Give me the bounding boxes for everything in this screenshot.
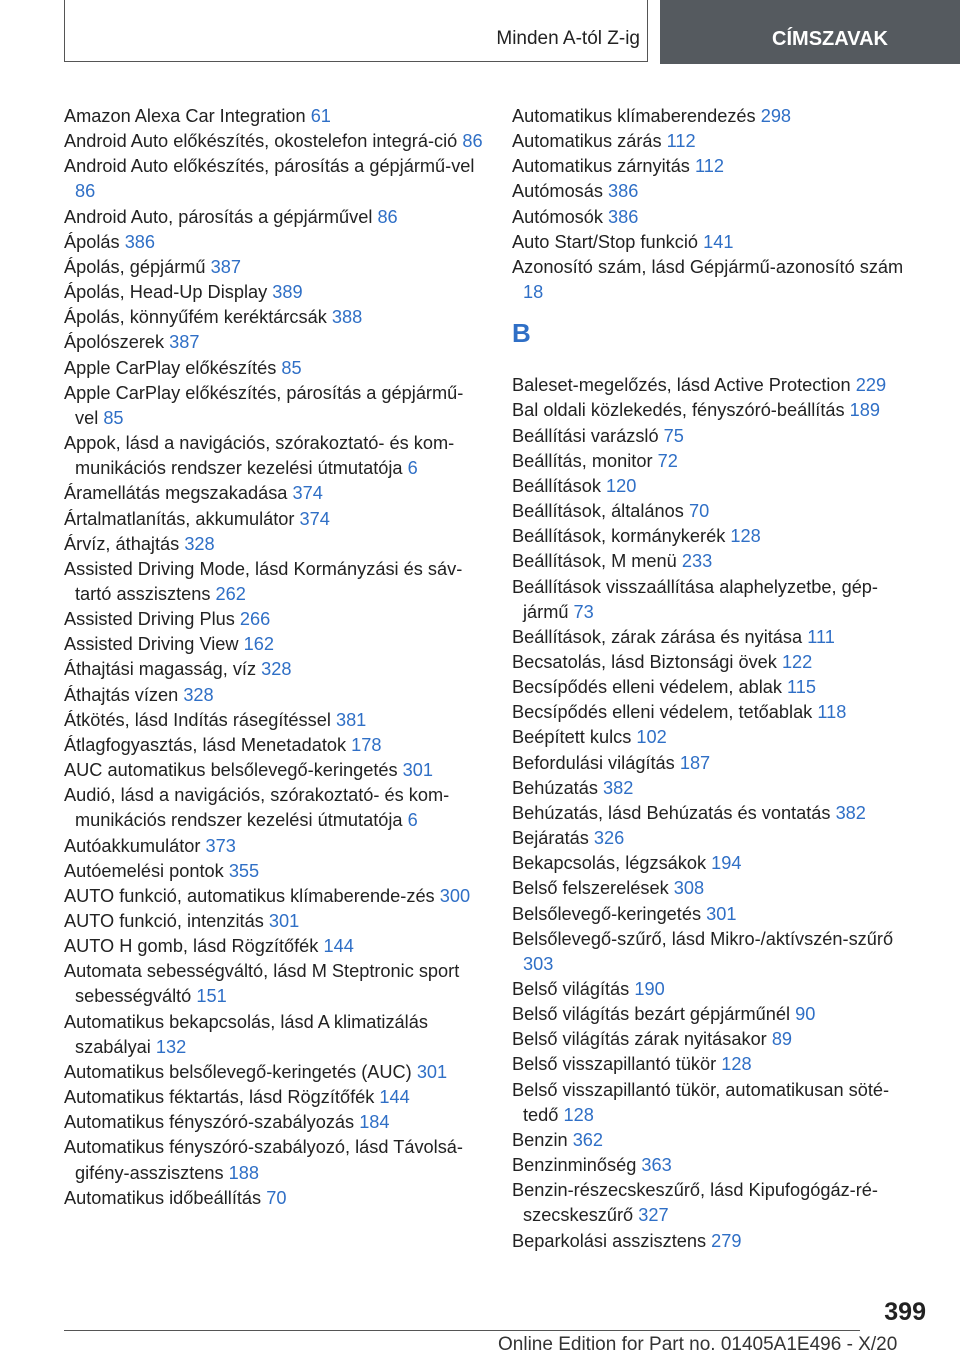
index-entry-page-link[interactable]: 178 [351,734,382,755]
index-entry [512,449,922,474]
index-entry-text: Benzin [512,1129,568,1150]
index-entry [64,129,484,154]
index-entry-text: Belső visszapillantó tükör, automatikusan söté-tedő [512,1079,890,1125]
index-entry-text: Átlagfogyasztás, lásd Menetadatok [64,734,347,755]
index-entry-page-link[interactable]: 301 [416,1061,448,1082]
index-entry-page-link[interactable]: 144 [323,936,354,957]
index-entry [512,373,922,398]
index-entry [64,381,484,431]
index-entry-text: Automatikus fényszóró-szabályozás [64,1112,355,1133]
index-entry-text: Beépített kulcs [512,727,632,748]
index-entry [512,1052,922,1077]
index-entry-page-link[interactable]: 328 [183,684,214,705]
index-entry-text: Beállítások, zárak zárása és nyitása [512,626,803,647]
index-entry-page-link[interactable]: 86 [75,181,96,202]
index-entry [512,650,922,675]
index-entry [64,683,484,708]
index-entry [64,959,484,1009]
index-entry-page-link[interactable]: 184 [359,1112,390,1133]
index-entry-text: Automatikus zárás [512,131,662,152]
index-entry-text: Belső felszerelések [512,878,669,899]
index-entry-text: Automatikus bekapcsolás, lásd A klimatizálás szabályai [64,1011,428,1057]
index-entry [64,230,484,255]
page-number: 399 [884,1298,926,1326]
index-entry-page-link[interactable]: 386 [608,181,639,202]
index-entry-text: AUTO funkció, intenzitás [64,911,264,931]
index-entry [64,934,484,959]
index-group-b [512,373,922,1253]
index-entry-text: Ápolás [64,231,120,252]
index-entry [512,1229,922,1254]
index-entry-page-link[interactable]: 382 [603,777,634,798]
index-entry-text: Beállítási varázsló [512,425,659,446]
index-entry-page-link[interactable]: 118 [817,702,847,723]
index-entry-page-link[interactable]: 389 [272,282,303,303]
index-entry-text: Behúzatás, lásd Behúzatás és vontatás [512,802,831,823]
index-entry-page-link[interactable]: 229 [855,375,887,396]
index-entry [512,154,922,179]
index-entry-page-link[interactable]: 387 [169,332,200,353]
index-entry [64,481,484,506]
index-entry-page-link[interactable]: 189 [849,400,881,421]
index-entry-text: Behúzatás [512,777,598,798]
index-entry-text: Becsípődés elleni védelem, ablak [512,677,782,698]
index-entry [64,884,484,909]
index-entry-page-link[interactable]: 75 [663,425,684,446]
index-entry-page-link[interactable]: 233 [681,551,713,572]
index-entry-text: Belső világítás [512,979,630,999]
index-entry-text: Befordulási világítás [512,752,675,773]
index-entry [64,1110,484,1135]
header-tab-label: CÍMSZAVAK [772,27,888,50]
index-entry-page-link[interactable]: 301 [402,760,434,781]
index-entry-page-link[interactable]: 386 [124,231,156,252]
index-entry-text: Belsőlevegő-szűrő, lásd Mikro-/aktívszén-szűrő [512,928,894,949]
index-entry-page-link[interactable]: 326 [593,828,625,849]
index-entry-text: Azonosító szám, lásd Gépjármű-azonosító szám [512,256,904,277]
index-entry [512,977,922,1002]
index-entry-text: Assisted Driving Plus [64,609,235,630]
index-entry-text: Android Auto előkészítés, okostelefon integrá-ció [64,131,458,152]
index-entry [512,927,922,977]
index-entry [512,876,922,901]
index-entry [64,1186,484,1211]
index-entry-page-link[interactable]: 300 [439,885,471,906]
index-entry [64,280,484,305]
index-entry-page-link[interactable]: 382 [835,802,866,823]
index-entry-text: Autómosás [512,181,603,202]
index-entry-text: Beállítások, kormánykerék [512,526,726,547]
index-column-left [64,104,484,1211]
index-entry-page-link[interactable]: 86 [377,206,398,227]
index-entry-page-link[interactable]: 6 [407,810,418,831]
index-entry-page-link[interactable]: 301 [706,903,737,924]
index-entry [512,700,922,725]
index-entry [512,776,922,801]
index-entry-text: Bal oldali közlekedés, fényszóró-beállítás [512,400,845,421]
index-entry [512,575,922,625]
index-entry-text: Baleset-megelőzés, lásd Active Protection [512,375,851,396]
index-entry [512,1178,922,1228]
index-entry-text: Áramellátás megszakadása [64,483,288,504]
index-entry-text: AUTO funkció, automatikus klímaberende-zés [64,885,435,906]
index-entry-page-link[interactable]: 128 [563,1104,594,1125]
index-entry-page-link[interactable]: 374 [299,508,330,529]
index-entry-text: Automatikus klímaberendezés [512,106,756,126]
index-entry-page-link[interactable]: 151 [196,986,227,1007]
index-entry-page-link[interactable]: 112 [694,156,724,177]
index-entry [512,179,922,204]
index-entry-text: Audió, lásd a navigációs, szórakoztató- és kom-munikációs rendszer kezelési útmutatója [64,785,450,831]
index-entry [64,1010,484,1060]
index-entry-page-link[interactable]: 266 [239,609,271,630]
index-entry-text: Apple CarPlay előkészítés, párosítás a gépjármű-vel [64,382,464,428]
index-entry [512,424,922,449]
index-entry-page-link[interactable]: 85 [281,357,302,378]
index-entry-text: Appok, lásd a navigációs, szórakoztató- és kom-munikációs rendszer kezelési útmutatója [64,433,455,479]
index-entry-page-link[interactable]: 363 [641,1155,672,1176]
index-entry [512,826,922,851]
index-entry-text: Áthajtási magasság, víz [64,659,257,680]
index-entry-page-link[interactable]: 387 [210,256,241,277]
index-entry-text: Belsőlevegő-keringetés [512,903,702,924]
index-entry-text: Ápolás, Head-Up Display [64,282,268,303]
index-entry-page-link[interactable]: 86 [462,131,483,152]
index-entry [512,725,922,750]
index-entry-page-link[interactable]: 162 [243,634,274,655]
index-entry [64,1135,484,1185]
index-entry-text: Autómosók [512,206,603,227]
index-entry-page-link[interactable]: 85 [103,407,124,428]
index-entry-page-link[interactable]: 328 [261,659,292,680]
index-entry [512,1002,922,1027]
index-entry [512,104,922,129]
index-entry [64,507,484,532]
index-entry-text: Benzin-részecskeszűrő, lásd Kipufogógáz-ré-szecskeszűrő [512,1180,878,1226]
index-entry-page-link[interactable]: 111 [807,626,835,647]
index-entry-page-link[interactable]: 61 [310,106,331,126]
index-entry-text: AUC automatikus belsőlevegő-keringetés [64,760,398,781]
index-entry-text: Ápolószerek [64,332,165,353]
index-entry-text: Automata sebességváltó, lásd M Steptronic sport sebességváltó [64,961,460,1007]
index-entry [64,708,484,733]
index-entry-page-link[interactable]: 328 [184,533,215,554]
index-entry-text: Amazon Alexa Car Integration [64,106,306,126]
index-entry-page-link[interactable]: 381 [335,709,367,730]
index-entry [512,230,922,255]
index-entry-text: Beállítások visszaállítása alaphelyzetbe, gép-jármű [512,576,878,622]
index-entry-text: Becsatolás, lásd Biztonsági övek [512,651,777,672]
index-entry-text: Beállítások, általános [512,501,684,522]
index-entry-page-link[interactable]: 194 [711,853,742,874]
index-entry [512,801,922,826]
index-entry-page-link[interactable]: 90 [795,1004,816,1025]
index-entry [512,255,922,305]
index-entry [512,1153,922,1178]
index-entry-text: AUTO H gomb, lásd Rögzítőfék [64,936,319,957]
index-entry-text: Automatikus fényszóró-szabályozó, lásd Távolsá-gifény-asszisztens [64,1137,463,1183]
index-entry-text: Árvíz, áthajtás [64,533,180,554]
index-entry-text: Automatikus belsőlevegő-keringetés (AUC) [64,1061,412,1082]
index-entry [512,524,922,549]
index-entry-page-link[interactable]: 122 [781,651,813,672]
index-entry-page-link[interactable]: 374 [292,483,323,504]
index-entry-page-link[interactable]: 18 [523,282,544,303]
index-entry-text: Apple CarPlay előkészítés [64,357,277,378]
index-entry [64,607,484,632]
index-entry [64,1085,484,1110]
index-entry-text: Átkötés, lásd Indítás rásegítéssel [64,709,331,730]
index-entry [512,1128,922,1153]
header-section-title: Minden A-tól Z-ig [496,28,640,49]
index-entry [512,474,922,499]
index-entry-text: Automatikus időbeállítás [64,1187,262,1208]
index-entry-page-link[interactable]: 89 [771,1029,793,1050]
index-entry [64,104,484,129]
index-entry-text: Automatikus zárnyitás [512,156,690,177]
index-entry-page-link[interactable]: 6 [407,458,418,479]
index-column-right [512,104,922,1254]
index-entry [64,205,484,230]
index-entry-text: Autóemelési pontok [64,860,224,881]
index-entry-text: Android Auto, párosítás a gépjárművel [64,206,373,227]
index-entry-page-link[interactable]: 187 [679,752,711,773]
index-entry-page-link[interactable]: 72 [657,450,678,471]
footer-divider [64,1330,860,1331]
index-entry-page-link[interactable]: 298 [760,106,792,126]
index-entry-page-link[interactable]: 190 [634,979,665,999]
index-entry [64,909,484,934]
index-entry-text: Android Auto előkészítés, párosítás a gépjármű-vel [64,156,475,177]
index-entry-page-link[interactable]: 362 [572,1129,604,1150]
index-entry [64,356,484,381]
index-group-a-continued [512,104,922,305]
index-entry-page-link[interactable]: 373 [205,835,236,856]
index-entry [512,625,922,650]
index-entry [512,398,922,423]
index-entry-page-link[interactable]: 132 [155,1036,187,1057]
index-entry-text: Assisted Driving Mode, lásd Kormányzási és sáv-tartó asszisztens [64,558,463,604]
index-entry-text: Beállítások, M menü [512,551,677,572]
index-entry-text: Áthajtás vízen [64,684,179,705]
index-entry [512,549,922,574]
index-entry-page-link[interactable]: 386 [608,206,639,227]
index-entry-page-link[interactable]: 70 [266,1187,287,1208]
index-entry [64,859,484,884]
index-entry [64,1060,484,1085]
index-entry-page-link[interactable]: 388 [331,307,363,328]
index-entry-page-link[interactable]: 141 [703,231,734,252]
index-entry-text: Automatikus féktartás, lásd Rögzítőfék [64,1087,375,1108]
index-entry [64,305,484,330]
index-entry [64,154,484,204]
index-entry-text: Ártalmatlanítás, akkumulátor [64,508,295,529]
header-tab-keywords[interactable] [660,0,960,64]
index-entry [512,675,922,700]
index-entry [64,330,484,355]
index-entry [64,657,484,682]
index-entry-page-link[interactable]: 120 [606,475,637,496]
index-entry [64,783,484,833]
index-entry [512,751,922,776]
index-entry-text: Beparkolási asszisztens [512,1230,707,1251]
index-entry-page-link[interactable]: 262 [215,583,246,604]
index-entry-page-link[interactable]: 128 [721,1054,752,1075]
index-entry-text: Bejáratás [512,828,589,849]
index-entry-page-link[interactable]: 102 [636,727,667,748]
index-entry [64,733,484,758]
index-entry-page-link[interactable]: 144 [379,1087,410,1108]
index-entry [64,557,484,607]
index-entry [512,851,922,876]
index-entry-page-link[interactable]: 188 [228,1162,260,1183]
index-entry-text: Beállítás, monitor [512,450,653,471]
index-entry-page-link[interactable]: 70 [688,501,710,522]
index-entry-page-link[interactable]: 279 [711,1230,742,1251]
index-entry [64,834,484,859]
index-entry-text: Belső visszapillantó tükör [512,1054,717,1075]
index-entry [64,532,484,557]
index-entry-page-link[interactable]: 115 [787,677,817,698]
index-entry-page-link[interactable]: 301 [268,911,300,931]
index-entry [64,255,484,280]
index-entry-page-link[interactable]: 355 [228,860,260,881]
index-entry [512,205,922,230]
index-entry-page-link[interactable]: 327 [638,1205,669,1226]
index-entry-text: Beállítások [512,475,601,496]
index-entry-page-link[interactable]: 303 [523,953,554,974]
index-entry-page-link[interactable]: 128 [730,526,761,547]
index-entry [64,431,484,481]
index-entry [512,1078,922,1128]
index-entry-page-link[interactable]: 112 [666,131,696,152]
section-letter: B [512,318,531,349]
index-entry-text: Belső világítás bezárt gépjárműnél [512,1004,791,1025]
index-entry [512,1027,922,1052]
index-entry-text: Bekapcsolás, légzsákok [512,853,707,874]
index-entry [512,499,922,524]
index-entry-page-link[interactable]: 73 [573,601,594,622]
index-entry-text: Benzinminőség [512,1155,637,1176]
index-entry [512,129,922,154]
index-entry [512,902,922,927]
index-entry-page-link[interactable]: 308 [673,878,705,899]
index-entry-text: Becsípődés elleni védelem, tetőablak [512,702,813,723]
index-entry-text: Ápolás, gépjármű [64,256,206,277]
index-entry [64,758,484,783]
index-entry [64,632,484,657]
index-entry-text: Ápolás, könnyűfém keréktárcsák [64,307,327,328]
index-entry-text: Assisted Driving View [64,634,239,655]
index-entry-text: Autóakkumulátor [64,835,201,856]
index-entry-text: Belső világítás zárak nyitásakor [512,1029,767,1050]
index-entry-text: Auto Start/Stop funkció [512,231,699,252]
footer-edition-text: Online Edition for Part no. 01405A1E496 - X/20 [498,1334,898,1355]
